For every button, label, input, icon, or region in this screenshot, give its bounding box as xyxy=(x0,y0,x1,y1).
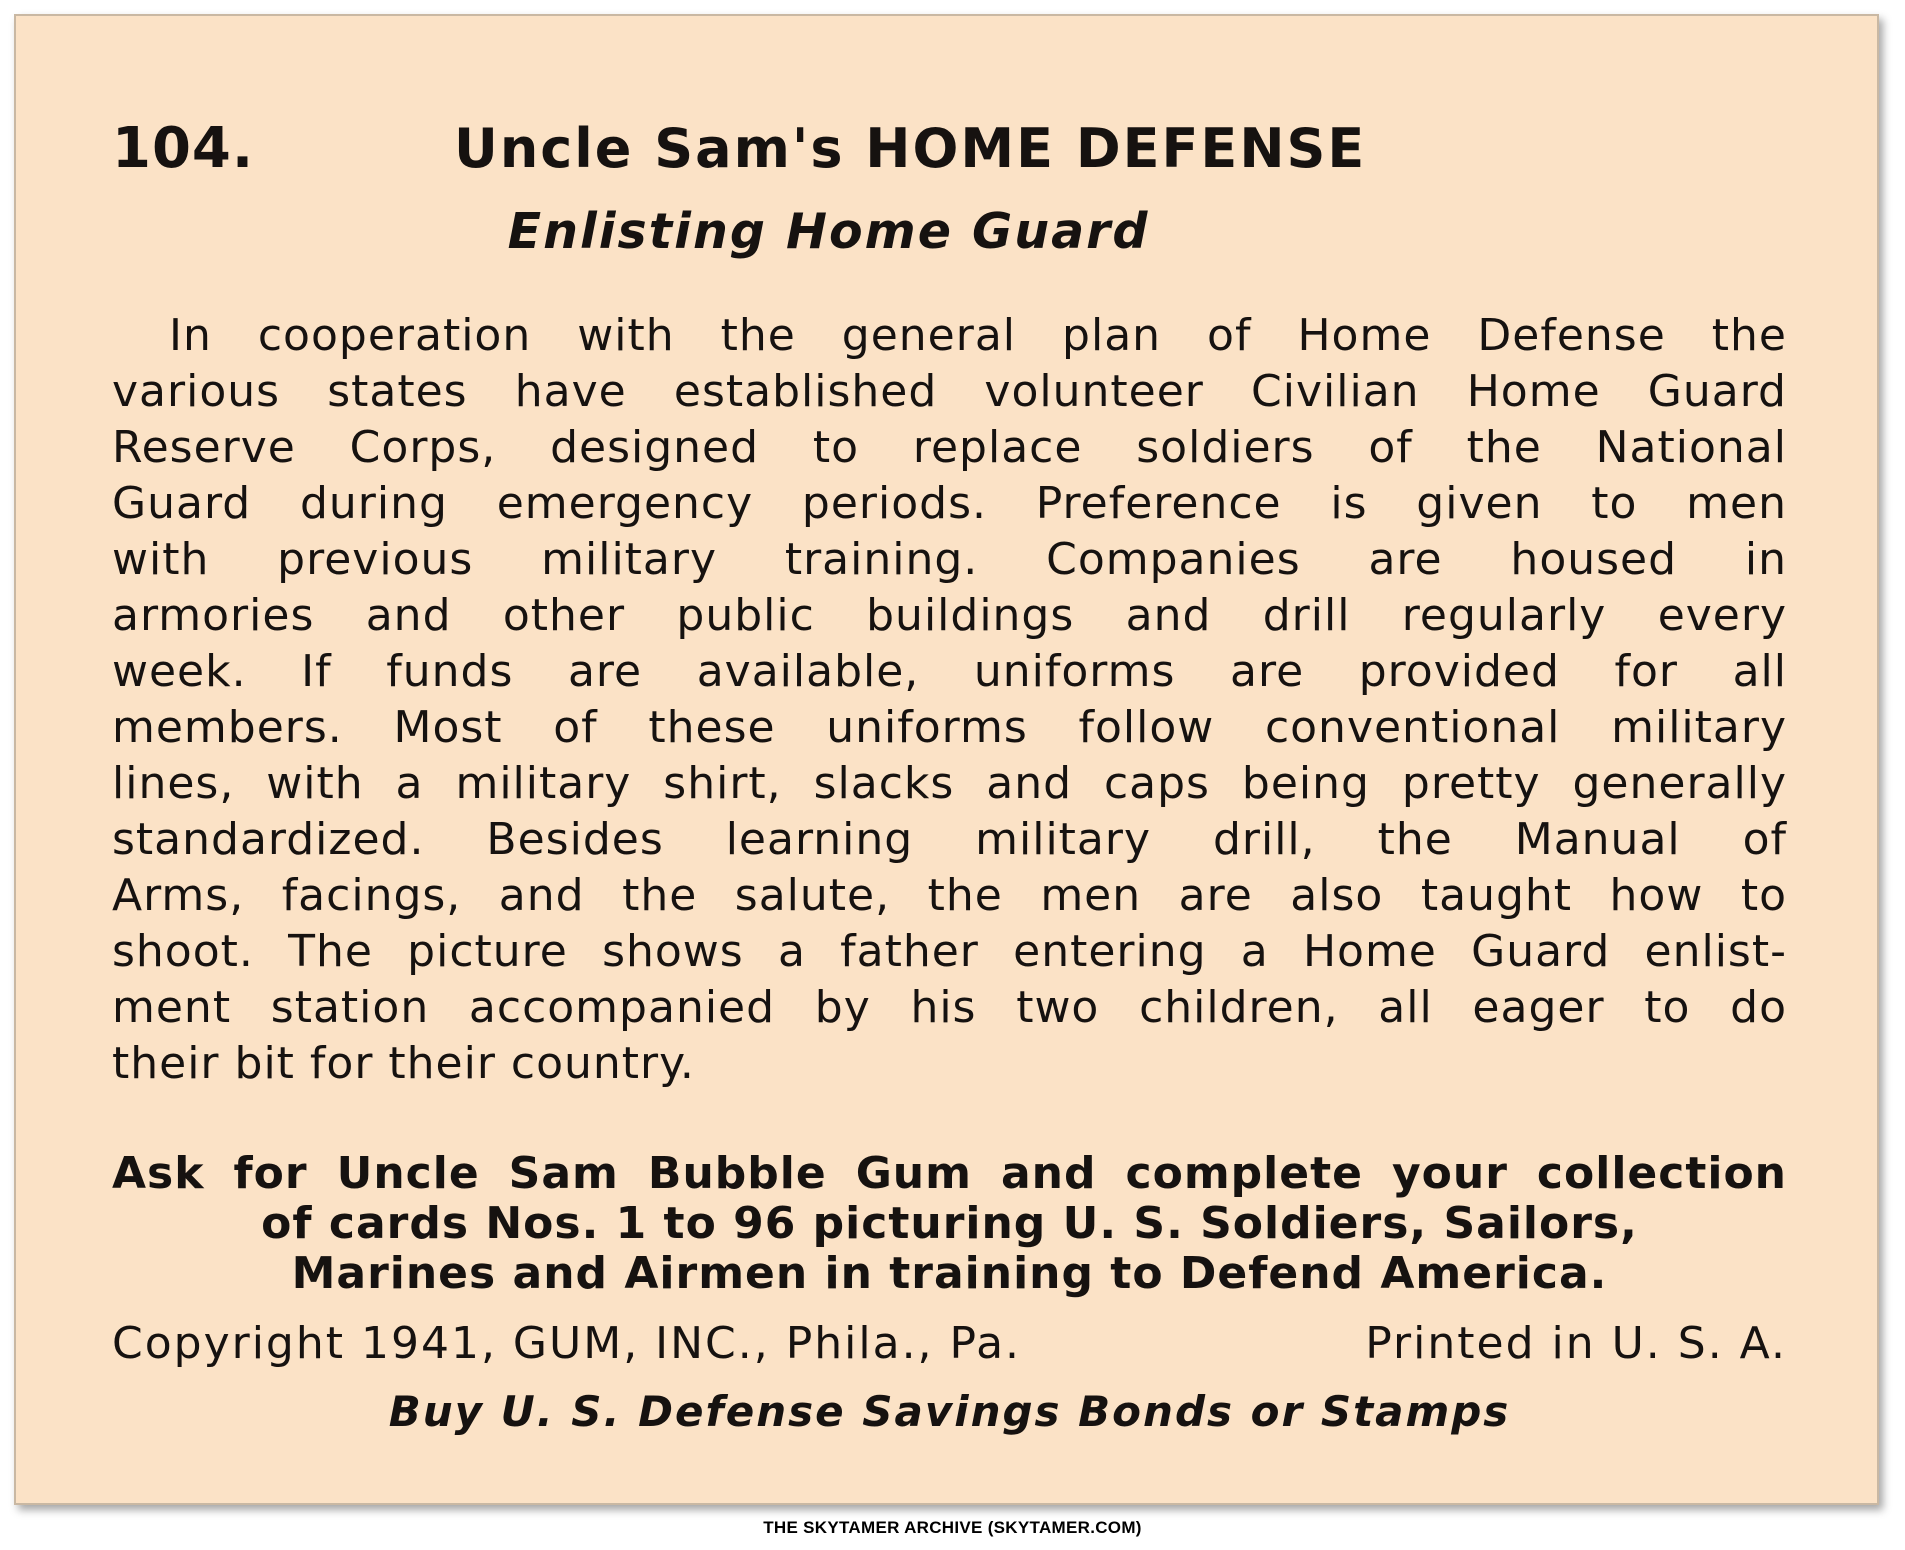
ad-line: of cards Nos. 1 to 96 picturing U. S. Soldiers, Sailors, xyxy=(261,1198,1638,1249)
description-line: their bit for their country. xyxy=(112,1038,695,1089)
description-line: Guard during emergency periods. Preference is given to men xyxy=(112,478,1787,529)
description-line: Arms, facings, and the salute, the men are also taught how to xyxy=(112,870,1787,921)
description-line: In cooperation with the general plan of Home Defense the xyxy=(169,310,1787,361)
gum-advertisement xyxy=(112,1149,1787,1299)
card-description xyxy=(112,308,1787,1092)
trading-card-back xyxy=(14,14,1879,1505)
ad-line: Ask for Uncle Sam Bubble Gum and complete your collection xyxy=(112,1148,1787,1199)
copyright-notice: Copyright 1941, GUM, INC., Phila., Pa. xyxy=(112,1318,1022,1369)
card-header xyxy=(112,114,1432,194)
description-line: lines, with a military shirt, slacks and caps being pretty generally xyxy=(112,758,1787,809)
defense-bonds-slogan: Buy U. S. Defense Savings Bonds or Stamps xyxy=(388,1387,1511,1436)
description-line: week. If funds are available, uniforms are provided for all xyxy=(112,646,1787,697)
card-footer xyxy=(112,1314,1787,1374)
archive-credit: THE SKYTAMER ARCHIVE (SKYTAMER.COM) xyxy=(763,1518,1142,1537)
series-title: Uncle Sam's HOME DEFENSE xyxy=(454,117,1367,180)
description-line: Reserve Corps, designed to replace soldiers of the National xyxy=(112,422,1787,473)
card-number: 104. xyxy=(112,116,255,181)
description-line: various states have established volunteer Civilian Home Guard xyxy=(112,366,1787,417)
description-line: shoot. The picture shows a father entering a Home Guard enlist- xyxy=(112,926,1787,977)
description-line: ment station accompanied by his two children, all eager to do xyxy=(112,982,1787,1033)
printed-in-notice: Printed in U. S. A. xyxy=(1365,1318,1787,1369)
ad-line: Marines and Airmen in training to Defend America. xyxy=(291,1248,1608,1299)
description-line: with previous military training. Companies are housed in xyxy=(112,534,1787,585)
card-subtitle: Enlisting Home Guard xyxy=(507,203,1150,260)
description-line: members. Most of these uniforms follow conventional military xyxy=(112,702,1787,753)
description-line: armories and other public buildings and drill regularly every xyxy=(112,590,1787,641)
description-line: standardized. Besides learning military drill, the Manual of xyxy=(112,814,1787,865)
